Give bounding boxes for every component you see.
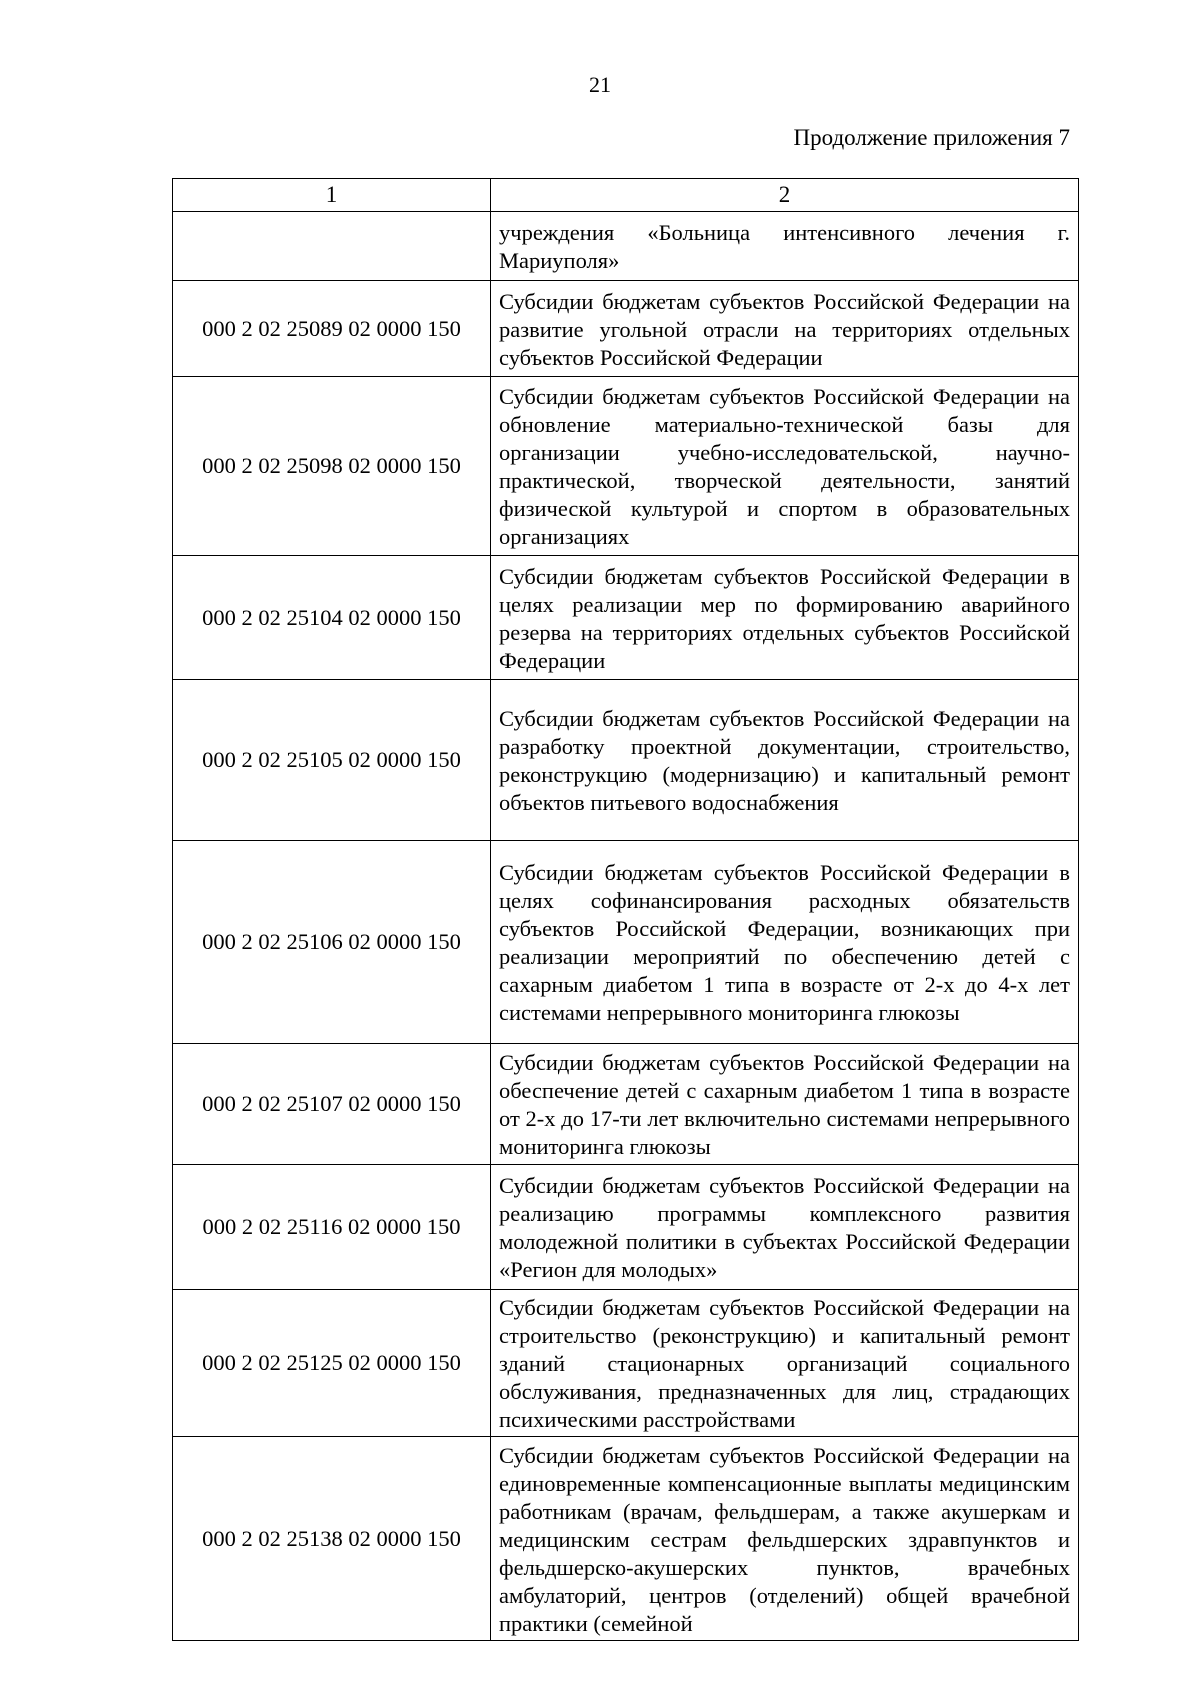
table-row <box>173 841 1079 1044</box>
description-cell: Субсидии бюджетам субъектов Российской Федерации в целях реализации мер по формированию аварийного резерва на территориях отдельных субъектов Российской Федерации <box>491 556 1079 680</box>
budget-code-cell: 000 2 02 25106 02 0000 150 <box>173 841 491 1044</box>
appendix-continuation-note: Продолжение приложения 7 <box>793 125 1070 150</box>
page-number: 21 <box>589 72 611 97</box>
budget-code-cell <box>173 212 491 281</box>
table-row <box>173 1165 1079 1290</box>
table-row <box>173 1290 1079 1437</box>
budget-code-cell: 000 2 02 25104 02 0000 150 <box>173 556 491 680</box>
column-header-2: 2 <box>491 179 1079 212</box>
budget-code-cell: 000 2 02 25098 02 0000 150 <box>173 377 491 556</box>
budget-code-cell: 000 2 02 25107 02 0000 150 <box>173 1044 491 1165</box>
table-row <box>173 680 1079 841</box>
column-header-1: 1 <box>173 179 491 212</box>
budget-codes-table <box>172 178 1079 1641</box>
table-row <box>173 212 1079 281</box>
description-cell: учреждения «Больница интенсивного лечения г. Мариуполя» <box>491 212 1079 281</box>
description-cell: Субсидии бюджетам субъектов Российской Федерации в целях софинансирования расходных обязательств субъектов Российской Федерации, возникающих при реализации мероприятий по обеспечению детей с сахарным диабетом 1 типа в возрасте от 2-х до 4-х лет системами непрерывного мониторинга глюкозы <box>491 841 1079 1044</box>
budget-code-cell: 000 2 02 25089 02 0000 150 <box>173 281 491 377</box>
table-row <box>173 1437 1079 1641</box>
description-cell: Субсидии бюджетам субъектов Российской Федерации на обновление материально-технической базы для организации учебно-исследовательской, научно-практической, творческой деятельности, занятий физической культурой и спортом в образовательных организациях <box>491 377 1079 556</box>
budget-code-cell: 000 2 02 25138 02 0000 150 <box>173 1437 491 1641</box>
table-row <box>173 281 1079 377</box>
table-header-row <box>173 179 1079 212</box>
table-row <box>173 377 1079 556</box>
budget-code-cell: 000 2 02 25125 02 0000 150 <box>173 1290 491 1437</box>
budget-code-cell: 000 2 02 25105 02 0000 150 <box>173 680 491 841</box>
budget-code-cell: 000 2 02 25116 02 0000 150 <box>173 1165 491 1290</box>
description-cell: Субсидии бюджетам субъектов Российской Федерации на обеспечение детей с сахарным диабетом 1 типа в возрасте от 2-х до 17-ти лет включительно системами непрерывного мониторинга глюкозы <box>491 1044 1079 1165</box>
description-cell: Субсидии бюджетам субъектов Российской Федерации на реализацию программы комплексного развития молодежной политики в субъектах Российской Федерации «Регион для молодых» <box>491 1165 1079 1290</box>
description-cell: Субсидии бюджетам субъектов Российской Федерации на строительство (реконструкцию) и капитальный ремонт зданий стационарных организаций социального обслуживания, предназначенных для лиц, страдающих психическими расстройствами <box>491 1290 1079 1437</box>
description-cell: Субсидии бюджетам субъектов Российской Федерации на развитие угольной отрасли на территориях отдельных субъектов Российской Федерации <box>491 281 1079 377</box>
description-cell: Субсидии бюджетам субъектов Российской Федерации на разработку проектной документации, строительство, реконструкцию (модернизацию) и капитальный ремонт объектов питьевого водоснабжения <box>491 680 1079 841</box>
table-row <box>173 556 1079 680</box>
description-cell: Субсидии бюджетам субъектов Российской Федерации на единовременные компенсационные выплаты медицинским работникам (врачам, фельдшерам, а также акушеркам и медицинским сестрам фельдшерских здравпунктов и фельдшерско-акушерских пунктов, врачебных амбулаторий, центров (отделений) общей врачебной практики (семейной <box>491 1437 1079 1641</box>
table-row <box>173 1044 1079 1165</box>
